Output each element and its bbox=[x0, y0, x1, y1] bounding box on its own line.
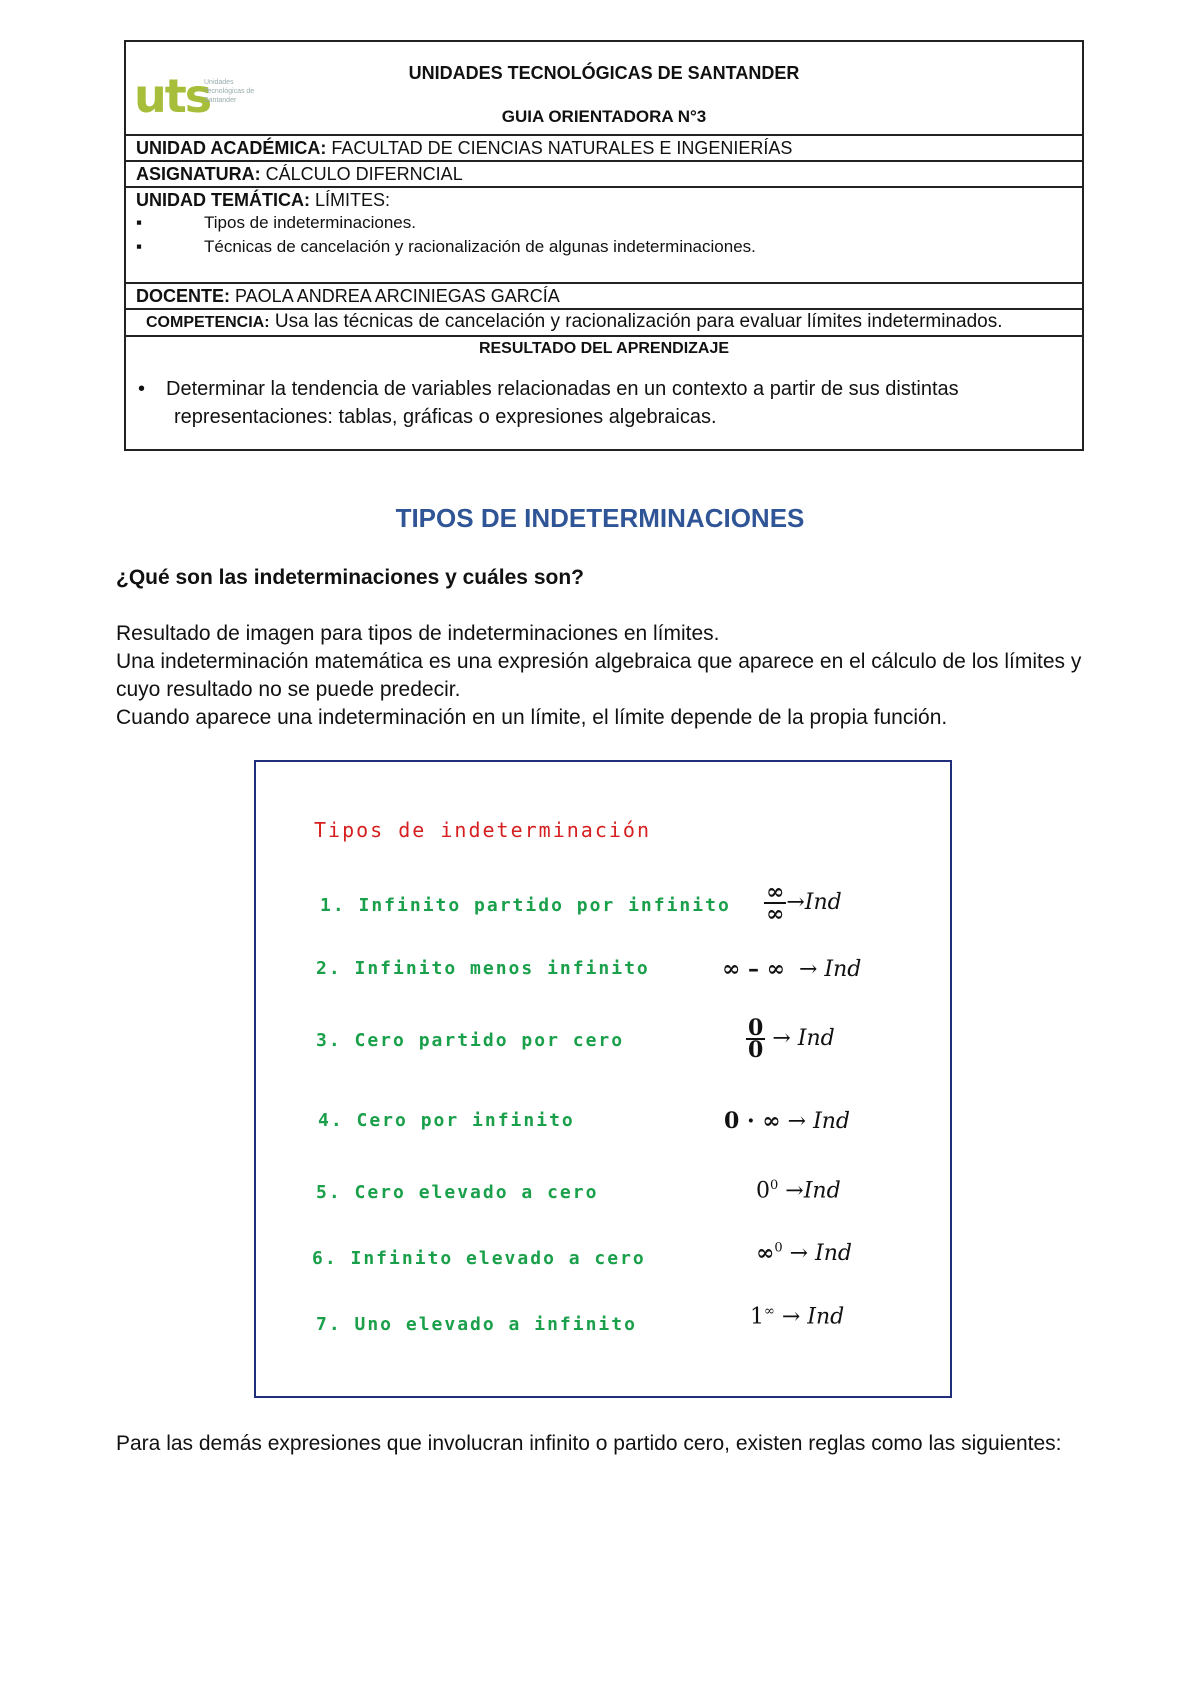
arrow-icon: → bbox=[772, 1026, 791, 1051]
denominator: 0 bbox=[748, 1037, 764, 1063]
competencia-row bbox=[126, 308, 1082, 335]
docente-row bbox=[126, 282, 1082, 308]
expr-zero-over-zero bbox=[746, 1015, 835, 1063]
asignatura-label: ASIGNATURA: bbox=[136, 164, 261, 184]
ind-label: Ind bbox=[807, 1304, 845, 1330]
intro-paragraphs bbox=[116, 620, 1096, 732]
paragraph: Cuando aparece una indeterminación en un límite, el límite depende de la propia función. bbox=[116, 706, 948, 729]
expr-zero-times-inf bbox=[724, 1108, 850, 1134]
guide-title: GUIA ORIENTADORA N°3 bbox=[501, 107, 707, 126]
square-bullet-icon: ▪ bbox=[136, 213, 143, 232]
ind-label: Ind bbox=[815, 1241, 852, 1266]
unidad-academica-label: UNIDAD ACADÉMICA: bbox=[136, 138, 327, 158]
arrow-icon: → bbox=[787, 1109, 807, 1134]
unidad-tematica-row bbox=[126, 186, 1082, 282]
numerator: 0 bbox=[748, 1015, 764, 1041]
resultado-row bbox=[126, 335, 1082, 449]
resultado-title: RESULTADO DEL APRENDIZAJE bbox=[478, 340, 730, 357]
expr-inf-minus-inf bbox=[722, 956, 861, 982]
figure-item-1: 1. Infinito partido por infinito bbox=[320, 895, 731, 916]
tema-item-text: Tipos de indeterminaciones. bbox=[204, 213, 416, 232]
figure-item-4: 4. Cero por infinito bbox=[318, 1110, 575, 1131]
unidad-tematica-label: UNIDAD TEMÁTICA: bbox=[136, 190, 310, 210]
paragraph: Resultado de imagen para tipos de indeterminaciones en límites. bbox=[116, 622, 720, 645]
square-bullet-icon: ▪ bbox=[136, 237, 143, 256]
figure-item-7: 7. Uno elevado a infinito bbox=[316, 1314, 637, 1335]
fraction bbox=[746, 1015, 765, 1063]
expression: 0 · ∞ bbox=[724, 1108, 781, 1134]
figure-item-5: 5. Cero elevado a cero bbox=[316, 1182, 599, 1203]
exponent: ∞ bbox=[764, 1304, 775, 1319]
tema-item bbox=[136, 235, 1072, 259]
ind-label: Ind bbox=[803, 1178, 841, 1204]
expr-zero-pow-zero bbox=[756, 1178, 841, 1203]
header-title-row bbox=[126, 42, 1082, 134]
ind-label: Ind bbox=[797, 1026, 835, 1051]
tema-item-text: Técnicas de cancelación y racionalización de algunas indeterminaciones. bbox=[204, 237, 756, 256]
resultado-item bbox=[136, 375, 1072, 431]
figure-item-2: 2. Infinito menos infinito bbox=[316, 958, 650, 979]
docente-value: PAOLA ANDREA ARCINIEGAS GARCÍA bbox=[230, 286, 560, 306]
logo-subtext: Unidades Tecnológicas de Santander bbox=[204, 79, 255, 104]
question-heading: ¿Qué son las indeterminaciones y cuáles son? bbox=[116, 566, 584, 589]
ind-label: Ind bbox=[804, 890, 842, 915]
base: 0 bbox=[756, 1178, 770, 1204]
ind-label: Ind bbox=[824, 957, 862, 982]
unidad-tematica-value: LÍMITES: bbox=[309, 190, 390, 210]
section-heading: TIPOS DE INDETERMINACIONES bbox=[395, 503, 805, 533]
figure-item-3: 3. Cero partido por cero bbox=[316, 1030, 625, 1051]
resultado-line-2: representaciones: tablas, gráficas o expresiones algebraicas. bbox=[174, 406, 717, 428]
bullet-icon: • bbox=[138, 378, 146, 400]
exponent: 0 bbox=[774, 1240, 783, 1256]
expr-inf-over-inf bbox=[764, 879, 842, 927]
institution-name: UNIDADES TECNOLÓGICAS DE SANTANDER bbox=[408, 63, 800, 83]
figure-title: Tipos de indeterminación bbox=[314, 818, 651, 842]
arrow-icon: → bbox=[786, 890, 805, 915]
fraction bbox=[764, 879, 786, 927]
ind-label: Ind bbox=[813, 1109, 851, 1134]
docente-label: DOCENTE: bbox=[136, 286, 230, 306]
numerator: ∞ bbox=[766, 879, 785, 905]
figure-item-6: 6. Infinito elevado a cero bbox=[312, 1248, 646, 1269]
expr-inf-pow-zero bbox=[756, 1240, 852, 1266]
arrow-icon: → bbox=[789, 1241, 809, 1266]
indeterminations-figure bbox=[254, 760, 952, 1398]
resultado-line-1: Determinar la tendencia de variables relacionadas en un contexto a partir de sus distintas bbox=[166, 378, 959, 400]
base: ∞ bbox=[756, 1240, 775, 1266]
asignatura-row bbox=[126, 160, 1082, 186]
expr-one-pow-inf bbox=[750, 1304, 844, 1329]
denominator: ∞ bbox=[766, 901, 785, 927]
expression: ∞ – ∞ bbox=[722, 956, 785, 982]
competencia-label: COMPETENCIA: bbox=[146, 314, 270, 331]
paragraph: Una indeterminación matemática es una expresión algebraica que aparece en el cálculo de los límites y cuyo resultado no se puede predecir. bbox=[116, 650, 1082, 701]
logo-wordmark: uts bbox=[134, 69, 211, 123]
arrow-icon: → bbox=[785, 1178, 804, 1204]
base: 1 bbox=[750, 1304, 764, 1330]
closing-paragraph: Para las demás expresiones que involucran infinito o partido cero, existen reglas como las siguientes: bbox=[116, 1432, 1062, 1455]
arrow-icon: → bbox=[798, 957, 818, 982]
arrow-icon: → bbox=[781, 1304, 801, 1330]
unidad-academica-row bbox=[126, 134, 1082, 160]
header-table bbox=[124, 40, 1084, 451]
competencia-value: Usa las técnicas de cancelación y racionalización para evaluar límites indeterminados. bbox=[269, 311, 1003, 332]
unidad-academica-value: FACULTAD DE CIENCIAS NATURALES E INGENIERÍAS bbox=[326, 138, 793, 158]
tema-item bbox=[136, 211, 1072, 235]
exponent: 0 bbox=[770, 1178, 779, 1193]
asignatura-value: CÁLCULO DIFERNCIAL bbox=[260, 164, 463, 184]
